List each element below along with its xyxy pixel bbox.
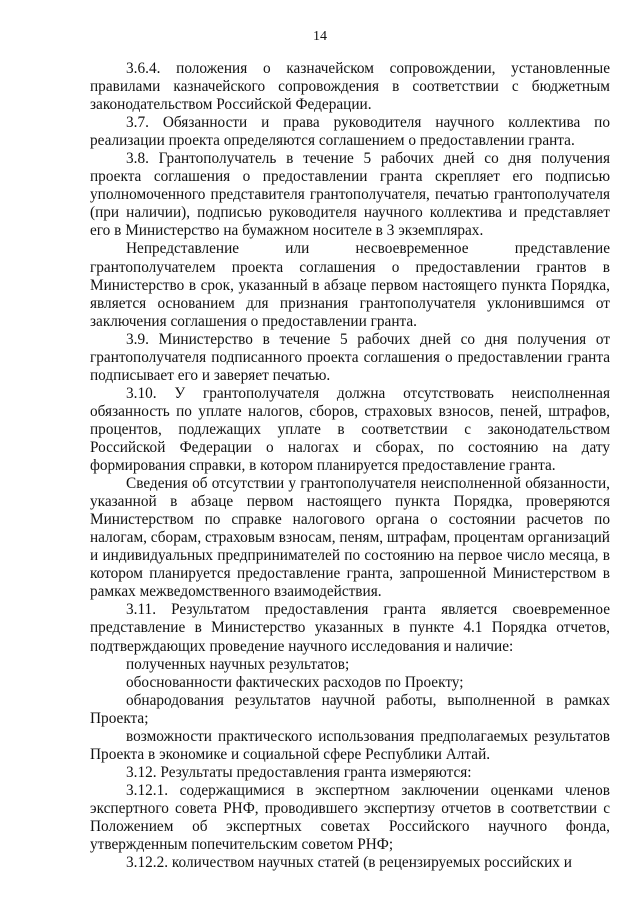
page-number: 14 [313,29,327,44]
list-item-scientific-results: полученных научных результатов; [126,655,350,673]
paragraph-3-7: 3.7. Обязанности и права руководителя научного коллектива по реализации проекта определяются соглашением о предоставлении гранта. [90,114,610,150]
list-item-practical-use: возможности практического использования предполагаемых результатов Проекта в экономике и социальной сфере Республики Алтай. [90,727,610,763]
paragraph-3-9: 3.9. Министерство в течение 5 рабочих дней со дня получения от грантополучателя подписанного проекта соглашения о предоставлении гранта подписывает его и заверяет печатью. [90,330,610,384]
paragraph-3-11: 3.11. Результатом предоставления гранта является своевременное представление в Министерство указанных в пункте 4.1 Порядка отчетов, подтверждающих проведение научного исследования и наличие: [90,601,610,655]
paragraph-3-8: 3.8. Грантополучатель в течение 5 рабочих дней со дня получения проекта соглашения о предоставлении гранта скрепляет его подписью уполномоченного представителя грантополучателя, печатью грантополучателя (при наличии), подписью руководителя научного коллектива и представляет его в Министерство на бумажном носителе в 3 экземплярах. [90,150,610,240]
paragraph-3-10-verification: Сведения об отсутствии у грантополучателя неисполненной обязанности, указанной в абзаце первом настоящего пункта Порядка, проверяются Министерством по справке налогового органа о состоянии расчетов по налогам, сборам, страховым взносам, пеням, штрафам, процентам организаций и индивидуальных предпринимателей по состоянию на первое число месяца, в котором планируется предоставление гранта, запрошенной Министерством в рамках межведомственного взаимодействия. [90,475,610,601]
paragraph-3-10: 3.10. У грантополучателя должна отсутствовать неисполненная обязанность по уплате налогов, сборов, страховых взносов, пеней, штрафов, процентов, подлежащих уплате в соответствии с законодательством Российской Федерации о налогах и сборах, по состоянию на дату формирования справки, в котором планируется предоставление гранта. [90,384,610,475]
paragraph-3-8-non-submission: Непредставление или несвоевременное представление грантополучателем проекта соглашения о предоставлении грантов в Министерство в срок, указанный в абзаце первом настоящего пункта Порядка, является основанием для признания грантополучателя уклонившимся от заключения соглашения о предоставлении гранта. [90,240,610,330]
paragraph-3-12-2: 3.12.2. количеством научных статей (в рецензируемых российских и [126,854,572,872]
paragraph-3-12: 3.12. Результаты предоставления гранта измеряются: [126,763,472,781]
paragraph-3-6-4: 3.6.4. положения о казначейском сопровождении, установленные правилами казначейского сопровождения в соответствии с бюджетным законодательством Российской Федерации. [90,60,610,114]
list-item-publication-results: обнародования результатов научной работы, выполненной в рамках Проекта; [90,691,610,727]
list-item-expense-justification: обоснованности фактических расходов по Проекту; [126,673,464,691]
paragraph-3-12-1: 3.12.1. содержащимися в экспертном заключении оценками членов экспертного совета РНФ, проводившего экспертизу отчетов в соответствии с Положением об экспертных советах Российского научного фонда, утвержденным попечительским советом РНФ; [90,781,610,854]
document-body [90,60,610,872]
